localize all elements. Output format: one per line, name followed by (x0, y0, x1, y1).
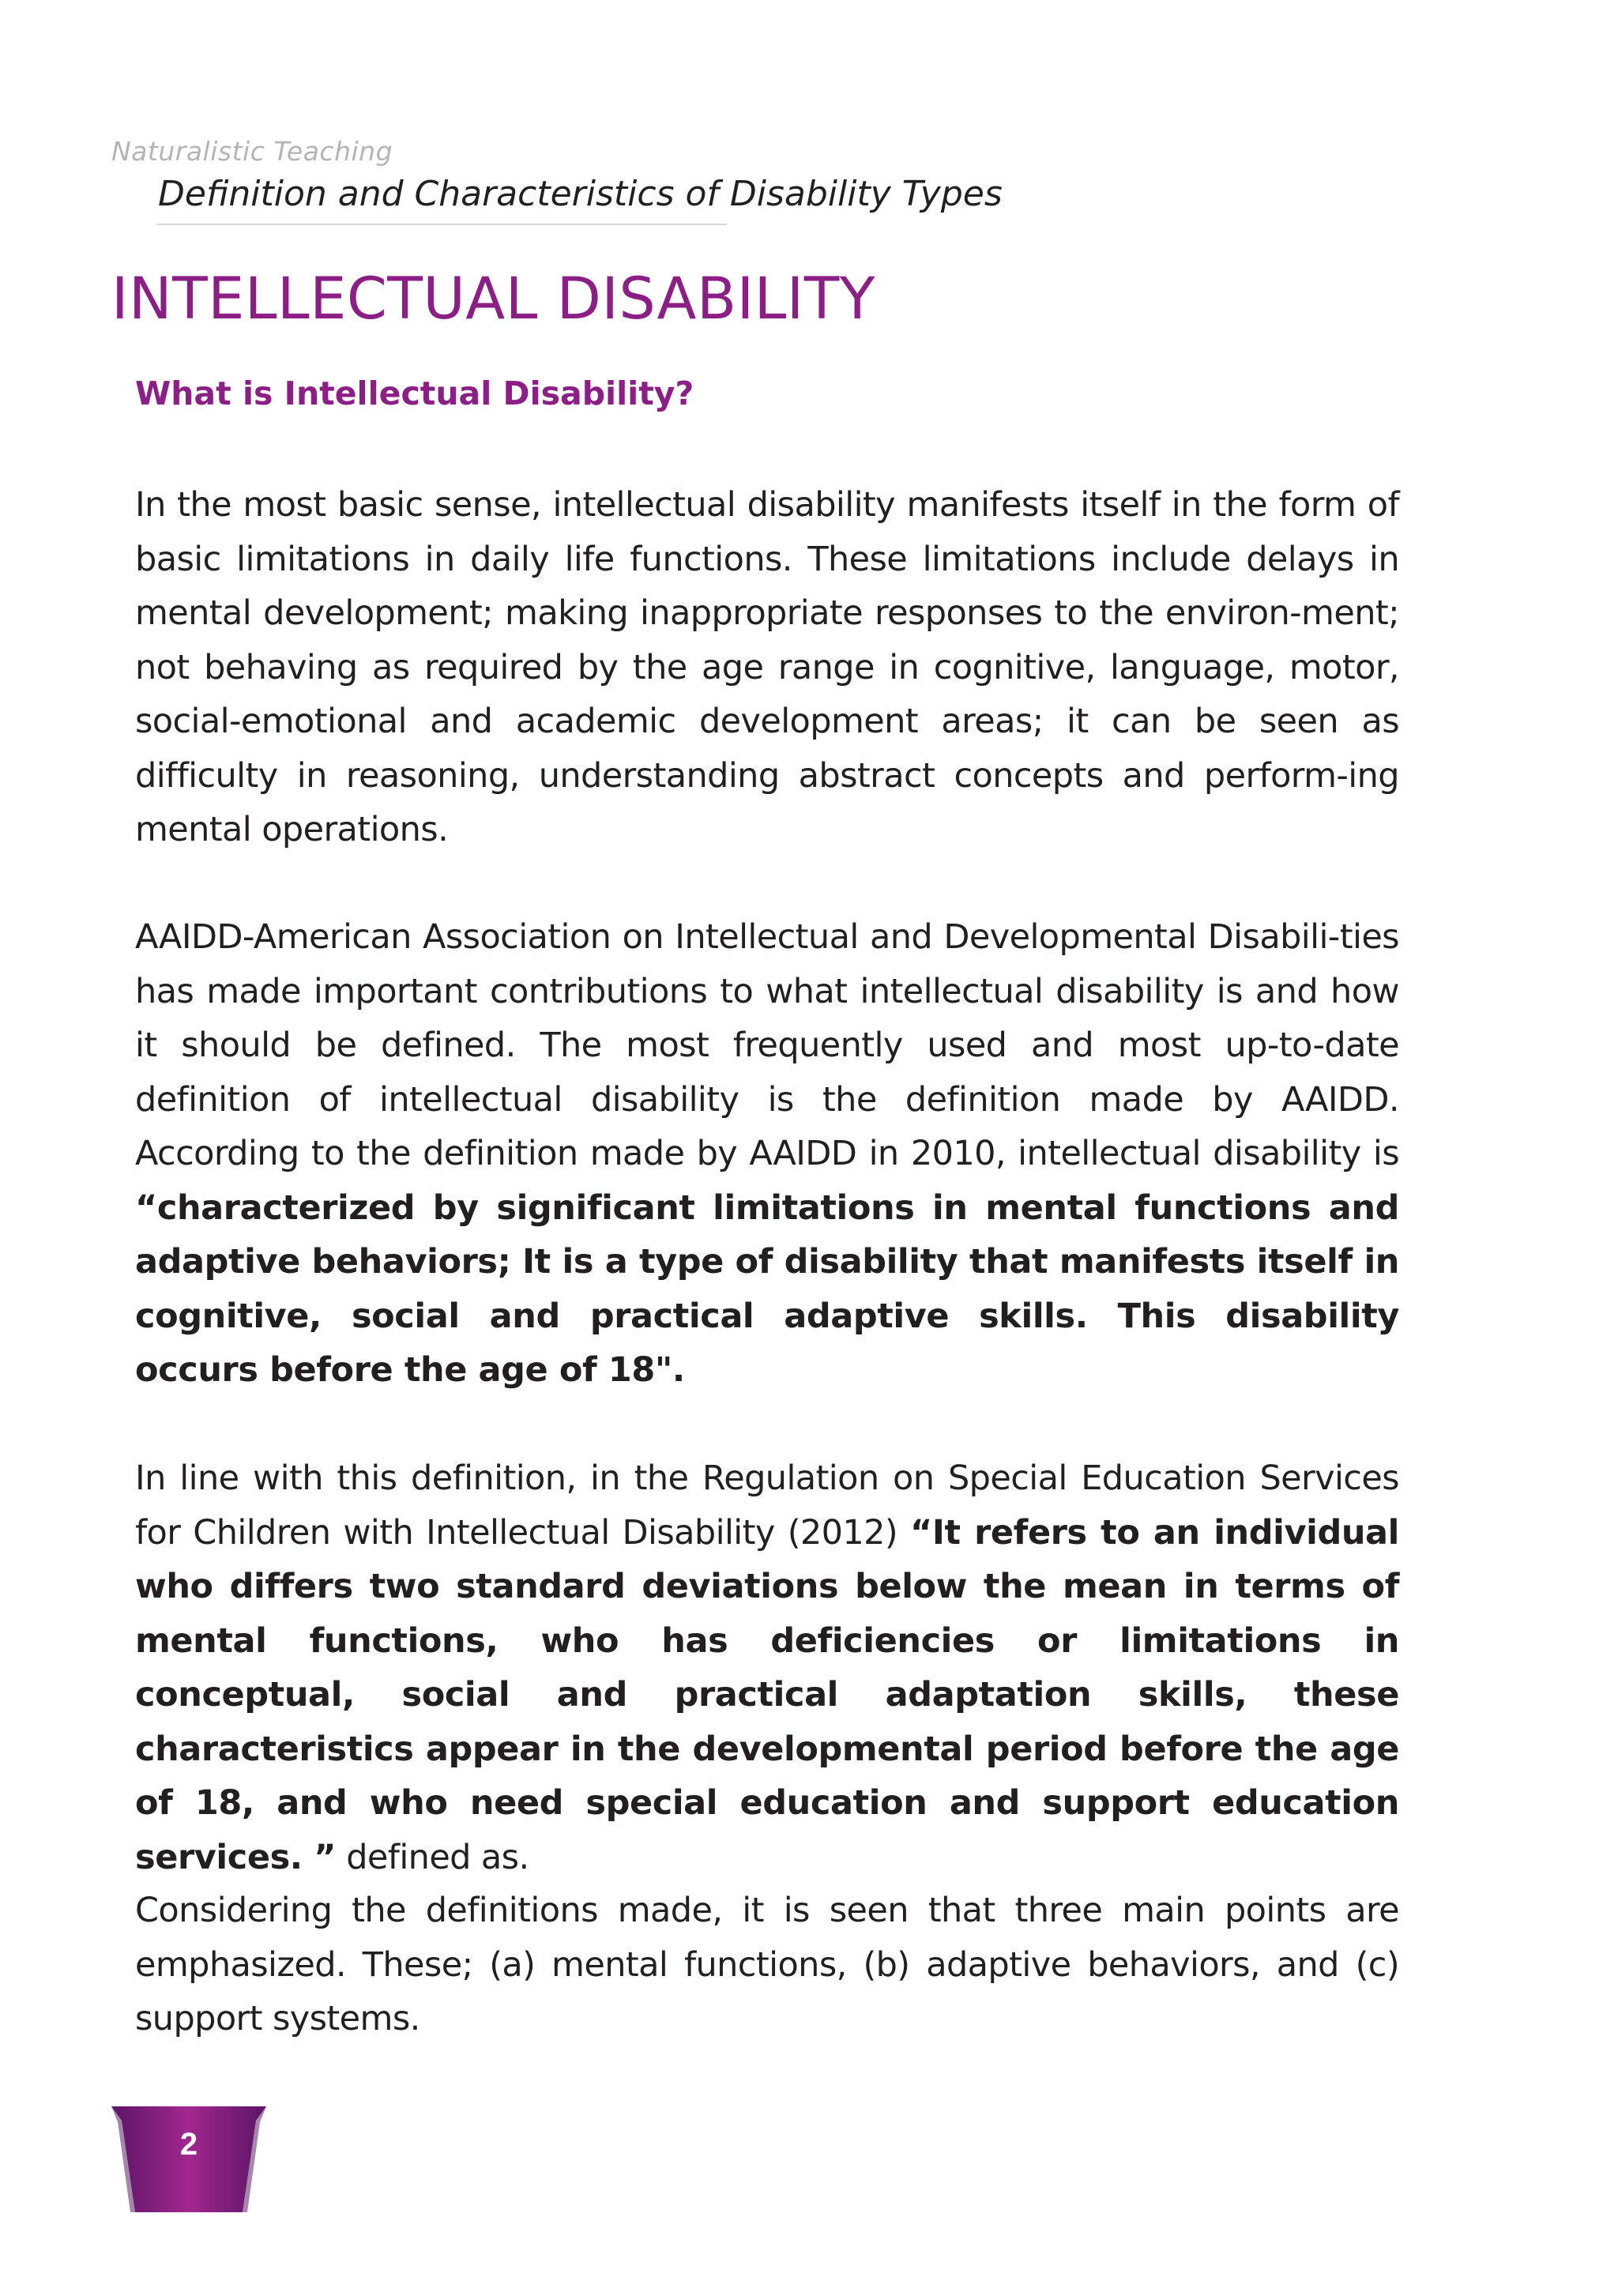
aaidd-definition-quote: “characterized by significant limitations in mental functions and adaptive behaviors; It is a type of disability that manifests itself in cognitive, social and practical adaptive skills. This disability occurs before the age of 18". (135, 1188, 1399, 1390)
paragraph-aaidd-definition (135, 910, 1399, 1398)
paragraph-regulation-intro: In line with this definition, in the Regulation on Special Education Services for Children with Intellectual Disability (2012) (135, 1459, 1399, 1553)
running-title: Naturalistic Teaching (111, 136, 393, 167)
regulation-definition-quote: “It refers to an individual who differs two standard deviations below the mean in terms of mental functions, who has deficiencies or limitations in conceptual, social and practical adaptation skills, these characteristics appear in the developmental period before the age of 18, and who need special education and support education services. ” (135, 1512, 1399, 1877)
paragraph-regulation-definition (135, 1451, 1399, 1884)
section-title: Definition and Characteristics of Disability Types (158, 174, 1003, 214)
page-number-tab (111, 2106, 266, 2212)
paragraph-main-points: Considering the definitions made, it is seen that three main points are emphasized. These; (a) mental functions, (b) adaptive behaviors, and (c) support systems. (135, 1891, 1399, 2038)
chapter-title: INTELLECTUAL DISABILITY (111, 265, 875, 333)
paragraph-aaidd-intro: AAIDD-American Association on Intellectual and Developmental Disabili-ties has made important contributions to what intellectual disability is and how it should be defined. The most frequently used and most up-to-date definition of intellectual disability is the definition made by AAIDD. According to the definition made by AAIDD in 2010, intellectual disability is (135, 917, 1399, 1173)
section-subtitle: What is Intellectual Disability? (135, 375, 694, 412)
header-divider (156, 224, 727, 225)
paragraph-regulation-outro: defined as. (336, 1837, 529, 1877)
paragraph-definition-basic: In the most basic sense, intellectual disability manifests itself in the form of basic limitations in daily life functions. These limitations include delays in mental development; making inappropriate responses to the environ-ment; not behaving as required by the age range in cognitive, language, motor, social-emotional and academic development areas; it can be seen as difficulty in reasoning, understanding abstract concepts and perform-ing mental operations. (135, 485, 1399, 849)
page-number: 2 (179, 2127, 198, 2162)
